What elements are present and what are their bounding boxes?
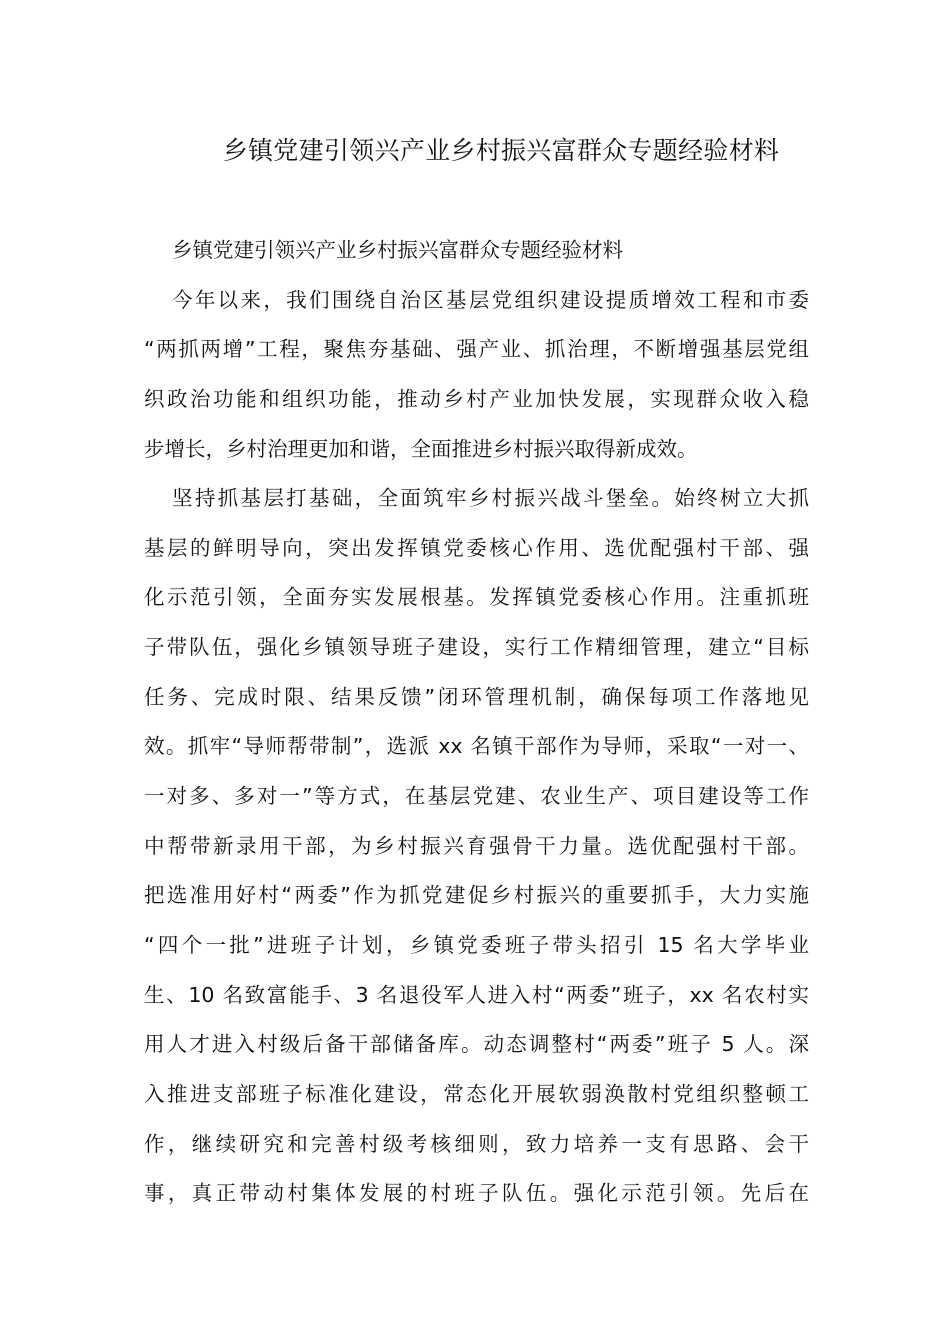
body-line: 事，真正带动村集体发展的村班子队伍。强化示范引领。先后在 [144,1181,809,1206]
body-line: 任务、完成时限、结果反馈”闭环管理机制，确保每项工作落地见 [144,684,809,709]
body-line: “两抓两增”工程，聚焦夯基础、强产业、抓治理，不断增强基层党组 [144,337,809,362]
document-body [144,226,809,1219]
body-line: 今年以来，我们围绕自治区基层党组织建设提质增效工程和市委 [172,287,809,312]
body-line: 基层的鲜明导向，突出发挥镇党委核心作用、选优配强村干部、强 [144,535,809,560]
body-line: “四个一批”进班子计划，乡镇党委班子带头招引 15 名大学毕业 [144,932,809,957]
body-line: 一对多、多对一”等方式，在基层党建、农业生产、项目建设等工作 [144,784,809,809]
body-line: 织政治功能和组织功能，推动乡村产业加快发展，实现群众收入稳 [144,386,809,411]
body-line: 子带队伍，强化乡镇领导班子建设，实行工作精细管理，建立“目标 [144,635,809,660]
document-title: 乡镇党建引领兴产业乡村振兴富群众专题经验材料 [222,136,780,165]
body-line: 化示范引领，全面夯实发展根基。发挥镇党委核心作用。注重抓班 [144,585,809,610]
body-line: 作，继续研究和完善村级考核细则，致力培养一支有思路、会干 [144,1131,809,1156]
body-line: 步增长，乡村治理更加和谐，全面推进乡村振兴取得新成效。 [144,436,698,461]
body-line: 把选准用好村“两委”作为抓党建促乡村振兴的重要抓手，大力实施 [144,883,809,908]
body-line-subtitle: 乡镇党建引领兴产业乡村振兴富群众专题经验材料 [172,238,623,262]
body-line: 坚持抓基层打基础，全面筑牢乡村振兴战斗堡垒。始终树立大抓 [172,486,809,511]
body-line: 生、10 名致富能手、3 名退役军人进入村“两委”班子，xx 名农村实 [144,982,809,1007]
body-line: 入推进支部班子标准化建设，常态化开展软弱涣散村党组织整顿工 [144,1081,809,1106]
body-line: 中帮带新录用干部，为乡村振兴育强骨干力量。选优配强村干部。 [144,833,809,858]
body-line: 用人才进入村级后备干部储备库。动态调整村“两委”班子 5 人。深 [144,1032,809,1057]
body-line: 效。抓牢“导师帮带制”，选派 xx 名镇干部作为导师，采取“一对一、 [144,734,809,759]
